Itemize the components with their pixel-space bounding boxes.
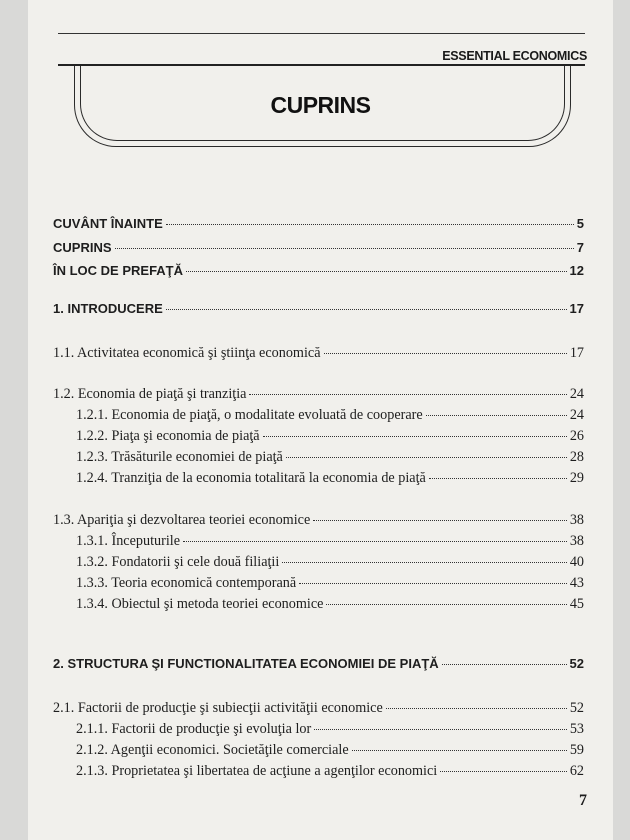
toc-entry-label: 2.1.1. Factorii de producţie şi evoluţia lor [76,721,312,737]
toc-entry-page: 17 [569,345,584,361]
toc-entry-page: 26 [569,428,584,444]
toc-entry-label: 2.1.3. Proprietatea şi libertatea de acţiune a agenţilor economici [76,763,438,779]
toc-entry-page: 12 [569,263,584,278]
page-title: CUPRINS [270,92,371,118]
dot-leader [386,708,567,709]
dot-leader [326,604,566,605]
toc-entry-label: 1.3.2. Fondatorii şi cele două filiaţii [76,554,280,570]
toc-subsection-1-3-3 [76,574,584,592]
dot-leader [314,729,567,730]
toc-entry-page: 7 [576,240,584,255]
dot-leader [324,353,567,354]
dot-leader [352,750,567,751]
toc-entry-page: 17 [569,301,584,316]
toc-entry-page: 38 [569,533,584,549]
toc-subsection-1-2-1 [76,406,584,424]
toc-entry-page: 29 [569,470,584,486]
toc-entry-label: 1.3.1. Începuturile [76,533,181,549]
toc-section-1-2 [53,385,584,403]
toc-entry-page: 28 [569,449,584,465]
dot-leader [183,541,567,542]
toc-subsection-1-3-4 [76,595,584,613]
dot-leader [249,394,566,395]
toc-subsection-1-2-3 [76,448,584,466]
toc-subsection-1-3-2 [76,553,584,571]
dot-leader [115,248,574,249]
toc-entry-page: 40 [569,554,584,570]
toc-chapter-2 [53,655,584,673]
dot-leader [429,478,567,479]
toc-subsection-2-1-1 [76,720,584,738]
toc-entry-cuvant-inainte [53,215,584,233]
running-header: ESSENTIAL ECONOMICS [442,49,587,63]
toc-entry-page: 62 [569,763,584,779]
dot-leader [282,562,566,563]
toc-section-1-3 [53,511,584,529]
toc-section-2-1 [53,699,584,717]
page-number: 7 [579,792,587,809]
toc-entry-page: 53 [569,721,584,737]
toc-entry-label: 1.3. Apariţia şi dezvoltarea teoriei economice [53,512,311,528]
toc-entry-label: CUVÂNT ÎNAINTE [53,216,163,231]
toc-entry-label: 1.1. Activitatea economică şi ştiinţa economică [53,345,321,361]
toc-entry-label: 1.3.3. Teoria economică contemporană [76,575,297,591]
dot-leader [286,457,567,458]
toc-entry-cuprins [53,239,584,257]
toc-entry-label: 2.1. Factorii de producţie şi subiecţii activităţii economice [53,700,383,716]
toc-entry-page: 43 [569,575,584,591]
dot-leader [313,520,567,521]
toc-entry-label: ÎN LOC DE PREFAŢĂ [53,263,184,278]
dot-leader [442,664,567,665]
toc-entry-label: 2.1.2. Agenţii economici. Societăţile comerciale [76,742,349,758]
toc-section-1-1 [53,344,584,362]
dot-leader [426,415,567,416]
dot-leader [166,224,574,225]
book-page [28,0,613,840]
toc-entry-label: 1.3.4. Obiectul şi metoda teoriei economice [76,596,324,612]
dot-leader [263,436,567,437]
toc-entry-label: 1.2.2. Piaţa şi economia de piaţă [76,428,260,444]
dot-leader [166,309,567,310]
toc-entry-label: 1. INTRODUCERE [53,301,163,316]
header-rule-top [58,33,585,34]
toc-subsection-1-3-1 [76,532,584,550]
toc-chapter-1 [53,300,584,318]
toc-entry-label: 1.2.3. Trăsăturile economiei de piaţă [76,449,283,465]
toc-entry-page: 59 [569,742,584,758]
toc-entry-in-loc-de-prefata [53,262,584,280]
toc-entry-page: 52 [569,700,584,716]
toc-entry-page: 45 [569,596,584,612]
toc-entry-page: 38 [569,512,584,528]
toc-entry-page: 24 [569,407,584,423]
dot-leader [299,583,567,584]
toc-entry-page: 24 [569,386,584,402]
dot-leader [186,271,567,272]
toc-entry-page: 5 [576,216,584,231]
toc-entry-label: 1.2.1. Economia de piaţă, o modalitate evoluată de cooperare [76,407,423,423]
toc-subsection-1-2-2 [76,427,584,445]
toc-subsection-1-2-4 [76,469,584,487]
toc-entry-label: 2. STRUCTURA ŞI FUNCTIONALITATEA ECONOMIEI DE PIAŢĂ [53,656,439,671]
toc-entry-label: 1.2.4. Tranziţia de la economia totalitară la economia de piaţă [76,470,426,486]
toc-entry-label: CUPRINS [53,240,112,255]
toc-entry-page: 52 [569,656,584,671]
dot-leader [440,771,567,772]
toc-subsection-2-1-2 [76,741,584,759]
toc-subsection-2-1-3 [76,762,584,780]
toc-entry-label: 1.2. Economia de piaţă şi tranziţia [53,386,247,402]
